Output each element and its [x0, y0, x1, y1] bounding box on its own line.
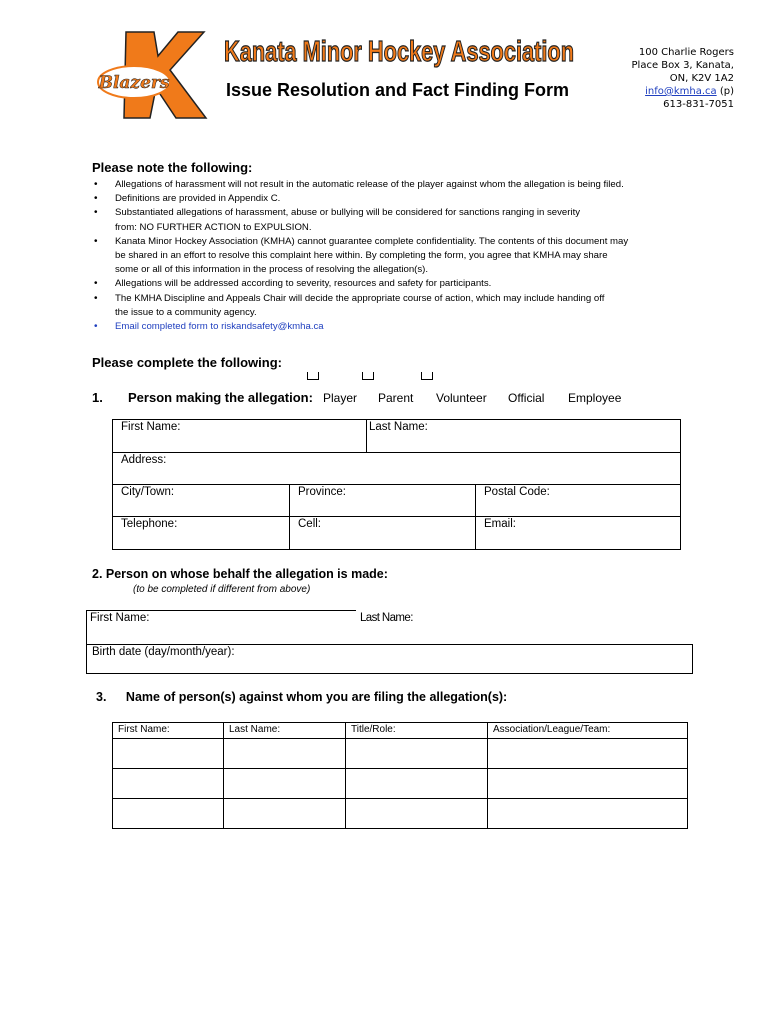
blazers-logo	[96, 26, 208, 124]
email-field[interactable]: Email:	[484, 518, 516, 530]
address-line3: ON, K2V 1A2	[669, 73, 734, 84]
checkbox-player[interactable]	[307, 372, 319, 380]
table-cell[interactable]	[113, 769, 224, 799]
note-item: • Substantiated allegations of harassment, abuse or bullying will be considered for sanctions ranging in severity from: NO FURTHER ACTION to EXPULSION.	[94, 206, 694, 234]
row-divider	[112, 516, 681, 517]
section1-number: 1.	[92, 390, 103, 405]
address-line1: 100 Charlie Rogers	[638, 47, 734, 58]
section3-heading: Name of person(s) against whom you are filing the allegation(s):	[125, 690, 508, 704]
table-cell[interactable]	[488, 769, 688, 799]
table-cell[interactable]	[346, 769, 488, 799]
table-cell[interactable]	[224, 739, 346, 769]
notes-heading: Please note the following:	[92, 160, 253, 175]
rule	[86, 610, 356, 611]
section2-subtitle: (to be completed if different from above)	[133, 584, 311, 595]
col-divider	[366, 419, 367, 452]
col-first-name: First Name:	[113, 723, 224, 739]
note-item: • Allegations of harassment will not result in the automatic release of the player against whom the allegation is being filed.	[94, 178, 694, 192]
city-field[interactable]: City/Town:	[121, 486, 175, 498]
note-item: • The KMHA Discipline and Appeals Chair will decide the appropriate course of action, which may include handing off the issue to a community agency.	[94, 292, 694, 320]
note-item: • Allegations will be addressed according to severity, resources and safety for participants.	[94, 277, 694, 291]
birth-date-field[interactable]: Birth date (day/month/year):	[92, 646, 235, 658]
rule	[86, 610, 87, 644]
complete-heading: Please complete the following:	[92, 355, 282, 370]
org-name-banner	[222, 30, 577, 68]
col-title-role: Title/Role:	[346, 723, 488, 739]
role-official[interactable]: Official	[508, 391, 545, 405]
address-field[interactable]: Address:	[121, 454, 167, 466]
table-row	[113, 769, 688, 799]
col-last-name: Last Name:	[224, 723, 346, 739]
note-item: • Definitions are provided in Appendix C.	[94, 192, 694, 206]
section1-title: Person making the allegation:	[128, 390, 313, 405]
role-parent[interactable]: Parent	[378, 391, 414, 405]
note-item-email-link[interactable]: • Email completed form to riskandsafety@kmha.ca	[94, 320, 694, 334]
table-cell[interactable]	[224, 799, 346, 829]
role-player[interactable]: Player	[323, 391, 358, 405]
logo-text: Blazers	[98, 73, 170, 93]
table-cell[interactable]	[488, 739, 688, 769]
form-title: Issue Resolution and Fact Finding Form	[226, 80, 570, 100]
behalf-first-name-field[interactable]: First Name:	[90, 612, 150, 624]
note-item: • Kanata Minor Hockey Association (KMHA) cannot guarantee complete confidentiality. The contents of this document may be shared in an effort to resolve this complaint here within. By completing the form, you agree that KMHA may share some or all of this information in the process of resolving the allegation(s).	[94, 235, 694, 278]
col-divider	[475, 484, 476, 550]
first-name-field[interactable]: First Name:	[121, 421, 181, 433]
row-divider	[112, 484, 681, 485]
phone-number: 613-831-7051	[663, 99, 734, 110]
table-row	[113, 799, 688, 829]
org-name: Kanata Minor Hockey Association	[224, 36, 574, 68]
telephone-field[interactable]: Telephone:	[121, 518, 178, 530]
behalf-last-name-field[interactable]: Last Name:	[360, 612, 413, 624]
table-cell[interactable]	[113, 739, 224, 769]
table-cell[interactable]	[224, 769, 346, 799]
table-cell[interactable]	[346, 799, 488, 829]
table-header-row	[113, 723, 688, 739]
col-association: Association/League/Team:	[488, 723, 688, 739]
section3-title	[96, 690, 507, 704]
role-volunteer[interactable]: Volunteer	[436, 391, 487, 405]
section3-number: 3.	[96, 690, 107, 704]
postal-code-field[interactable]: Postal Code:	[484, 486, 550, 498]
checkbox-parent[interactable]	[362, 372, 374, 380]
contact-address	[632, 46, 734, 111]
last-name-field[interactable]: Last Name:	[369, 421, 428, 433]
table-cell[interactable]	[488, 799, 688, 829]
col-divider	[289, 484, 290, 550]
respondent-table	[112, 722, 688, 829]
table-cell[interactable]	[346, 739, 488, 769]
checkbox-volunteer[interactable]	[421, 372, 433, 380]
row-divider	[112, 452, 681, 453]
notes-list	[94, 178, 694, 334]
table-cell[interactable]	[113, 799, 224, 829]
role-employee[interactable]: Employee	[568, 391, 622, 405]
email-link[interactable]: info@kmha.ca	[645, 86, 717, 97]
table-row	[113, 739, 688, 769]
cell-field[interactable]: Cell:	[298, 518, 322, 530]
email-suffix: (p)	[716, 86, 734, 97]
section2-title: 2. Person on whose behalf the allegation is made:	[92, 567, 388, 581]
address-line2: Place Box 3, Kanata,	[631, 60, 734, 71]
province-field[interactable]: Province:	[298, 486, 346, 498]
